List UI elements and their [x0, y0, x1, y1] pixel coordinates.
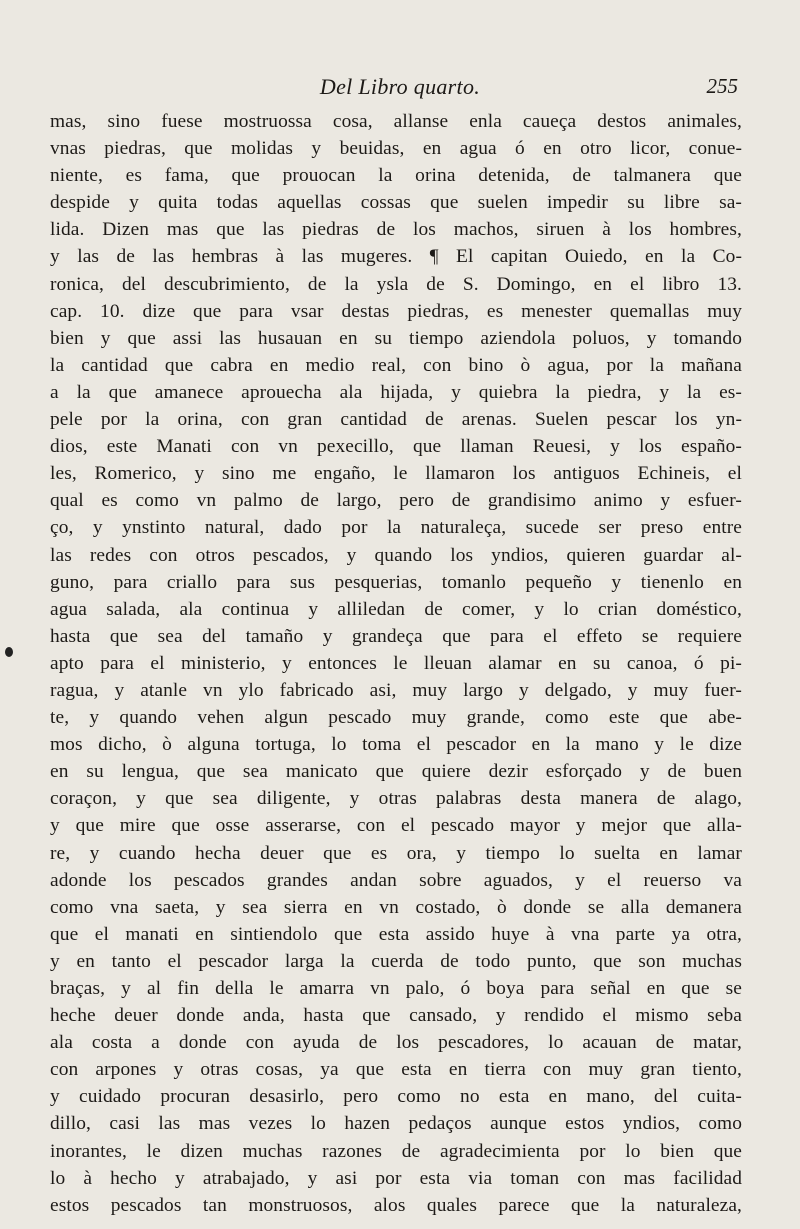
text-line: coraçon, y que sea diligente, y otras palabras desta manera de alago,	[50, 788, 742, 810]
text-line: estos pescados tan monstruosos, alos quales parece que la naturaleza,	[50, 1194, 742, 1216]
text-line: en su lengua, que sea manicato que quiere dezir esforçado y de buen	[50, 761, 742, 783]
text-line: adonde los pescados grandes andan sobre aguados, y el reuerso va	[50, 869, 742, 891]
text-line: ronica, del descubrimiento, de la ysla de S. Domingo, en el libro 13.	[50, 273, 742, 295]
text-line: que el manati en sintiendolo que esta assido huye à vna parte ya otra,	[50, 923, 742, 945]
text-line: con arpones y otras cosas, ya que esta en tierra con muy gran tiento,	[50, 1059, 742, 1081]
text-line: como vna saeta, y sea sierra en vn costado, ò donde se alla demanera	[50, 896, 742, 918]
page-number: 255	[706, 74, 738, 98]
text-line: y las de las hembras à las mugeres. ¶ El capitan Ouiedo, en la Co-	[50, 246, 742, 268]
text-line: agua salada, ala continua y alliledan de comer, y lo crian doméstico,	[50, 598, 742, 620]
text-line: qual es como vn palmo de largo, pero de grandisimo animo y esfuer-	[50, 490, 742, 512]
text-line: mas, sino fuese mostruossa cosa, allanse enla caueça destos animales,	[50, 111, 742, 132]
text-line: re, y cuando hecha deuer que es ora, y tiempo lo suelta en lamar	[50, 842, 742, 864]
text-line: inorantes, le dizen muchas razones de agradecimienta por lo bien que	[50, 1140, 742, 1162]
text-line: cap. 10. dize que para vsar destas piedras, es menester quemallas muy	[50, 300, 742, 322]
text-line: dillo, casi las mas vezes lo hazen pedaços aunque estos yndios, como	[50, 1113, 742, 1135]
text-line: hasta que sea del tamaño y grandeça que para el effeto se requiere	[50, 625, 742, 647]
text-line: y que mire que osse asserarse, con el pescado mayor y mejor que alla-	[50, 815, 742, 837]
text-line: despide y quita todas aquellas cossas que suelen impedir su libre sa-	[50, 192, 742, 214]
text-line: a la que amanece aprouecha ala hijada, y quiebra la piedra, y la es-	[50, 381, 742, 403]
text-line: lo à hecho y atrabajado, y asi por esta via toman con mas facilidad	[50, 1167, 742, 1189]
text-line: la cantidad que cabra en medio real, con bino ò agua, por la mañana	[50, 354, 742, 376]
text-line: ala costa a donde con ayuda de los pescadores, lo acauan de matar,	[50, 1032, 742, 1054]
text-line: ragua, y atanle vn ylo fabricado asi, muy largo y delgado, y muy fuer-	[50, 679, 742, 701]
text-line: y cuidado procuran desasirlo, pero como no esta en mano, del cuita-	[50, 1086, 742, 1108]
text-line: apto para el ministerio, y entonces le lleuan alamar en su canoa, ó pi-	[50, 652, 742, 674]
text-line: pele por la orina, con gran cantidad de arenas. Suelen pescar los yn-	[50, 409, 742, 431]
text-line: ço, y ynstinto natural, dado por la naturaleça, sucede ser preso entre	[50, 517, 742, 539]
text-line: y en tanto el pescador larga la cuerda de todo punto, que son muchas	[50, 950, 742, 972]
text-line: mos dicho, ò alguna tortuga, lo toma el pescador en la mano y le dize	[50, 734, 742, 756]
page-header	[60, 74, 740, 104]
text-line: les, Romerico, y sino me engaño, le llamaron los antiguos Echineis, el	[50, 463, 742, 485]
text-line: heche deuer donde anda, hasta que cansado, y rendido el mismo seba	[50, 1005, 742, 1027]
text-line: las redes con otros pescados, y quando los yndios, quieren guardar al-	[50, 544, 742, 566]
text-line: niente, es fama, que prouocan la orina detenida, de talmanera que	[50, 165, 742, 187]
margin-ink-dot	[5, 647, 13, 657]
text-line: dios, este Manati con vn pexecillo, que llaman Reuesi, y los españo-	[50, 436, 742, 458]
text-line: te, y quando vehen algun pescado muy grande, como este que abe-	[50, 707, 742, 729]
text-line: bien y que assi las husauan en su tiempo aziendola poluos, y tomando	[50, 327, 742, 349]
text-line: lida. Dizen mas que las piedras de los machos, siruen à los hombres,	[50, 219, 742, 241]
text-line: vnas piedras, que molidas y beuidas, en agua ó en otro licor, conue-	[50, 138, 742, 160]
text-line: guno, para criallo para sus pesquerias, tomanlo pequeño y tienenlo en	[50, 571, 742, 593]
running-title: Del Libro quarto.	[319, 74, 481, 99]
body-text	[50, 108, 742, 1219]
text-line: braças, y al fin della le amarra vn palo, ó boya para señal en que se	[50, 978, 742, 999]
